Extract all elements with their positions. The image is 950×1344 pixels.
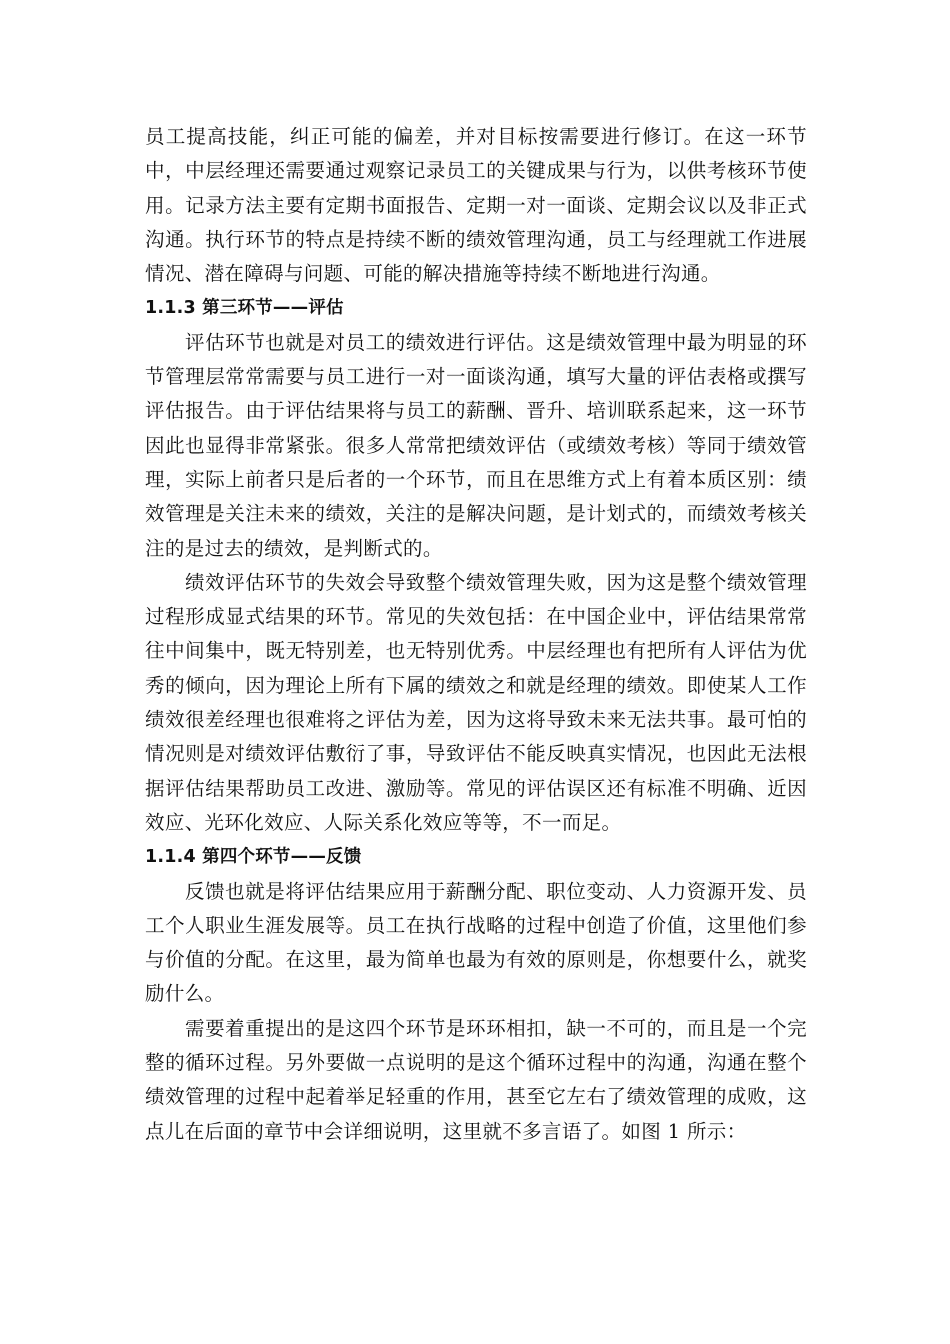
section-heading-1-1-3: 1.1.3 第三环节——评估	[145, 298, 344, 319]
paragraph-feedback: 反馈也就是将评估结果应用于薪酬分配、职位变动、人力资源开发、员工个人职业生涯发展等。员工在执行战略的过程中创造了价值，这里他们参与价值的分配。在这里，最为简单也最为有效的原则是，你想要什么，就奖励什么。	[145, 879, 807, 1006]
paragraph-evaluation-failure: 绩效评估环节的失效会导致整个绩效管理失败，因为这是整个绩效管理过程形成显式结果的环节。常见的失效包括：在中国企业中，评估结果常常往中间集中，既无特别差，也无特别优秀。中层经理也有把所有人评估为优秀的倾向，因为理论上所有下属的绩效之和就是经理的绩效。即使某人工作绩效很差经理也很难将之评估为差，因为这将导致未来无法共事。最可怕的情况则是对绩效评估敷衍了事，导致评估不能反映真实情况，也因此无法根据评估结果帮助员工改进、激励等。常见的评估误区还有标准不明确、近因效应、光环化效应、人际关系化效应等等，不一而足。	[145, 570, 807, 834]
paragraph-evaluation-intro: 评估环节也就是对员工的绩效进行评估。这是绩效管理中最为明显的环节管理层常常需要与员工进行一对一面谈沟通，填写大量的评估表格或撰写评估报告。由于评估结果将与员工的薪酬、晋升、培训联系起来，这一环节因此也显得非常紧张。很多人常常把绩效评估（或绩效考核）等同于绩效管理，实际上前者只是后者的一个环节，而且在思维方式上有着本质区别：绩效管理是关注未来的绩效，关注的是解决问题，是计划式的，而绩效考核关注的是过去的绩效，是判断式的。	[145, 330, 807, 560]
document-body	[145, 120, 807, 1149]
paragraph-cycle-summary: 需要着重提出的是这四个环节是环环相扣，缺一不可的，而且是一个完整的循环过程。另外要做一点说明的是这个循环过程中的沟通，沟通在整个绩效管理的过程中起着举足轻重的作用，甚至它左右了绩效管理的成败，这点儿在后面的章节中会详细说明，这里就不多言语了。如图 1 所示：	[145, 1016, 807, 1143]
continued-paragraph: 员工提高技能，纠正可能的偏差，并对目标按需要进行修订。在这一环节中，中层经理还需要通过观察记录员工的关键成果与行为，以供考核环节使用。记录方法主要有定期书面报告、定期一对一面谈、定期会议以及非正式沟通。执行环节的特点是持续不断的绩效管理沟通，员工与经理就工作进展情况、潜在障碍与问题、可能的解决措施等持续不断地进行沟通。	[145, 125, 807, 286]
section-heading-1-1-4: 1.1.4 第四个环节——反馈	[145, 847, 362, 868]
